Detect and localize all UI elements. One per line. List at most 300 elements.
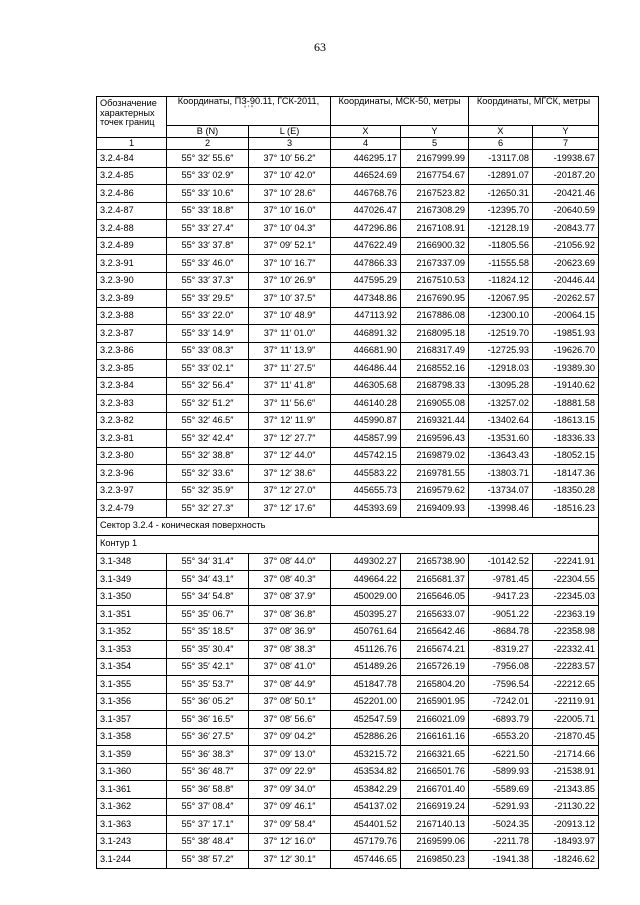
latitude-cell: 55° 35′ 53.7″ xyxy=(167,676,249,694)
table-row xyxy=(97,588,599,606)
msk-x-cell: 450395.27 xyxy=(331,606,401,624)
mgsk-x-cell: -8684.78 xyxy=(469,623,533,641)
column-number: 1 xyxy=(97,138,167,150)
table-row xyxy=(97,447,599,465)
contour-title: Контур 1 xyxy=(97,535,599,553)
mgsk-y-cell: -18246.62 xyxy=(533,851,599,869)
subheader-y-mgsk: Y xyxy=(533,126,599,138)
msk-y-cell: 2167999.99 xyxy=(401,150,469,168)
mgsk-x-cell: -9781.45 xyxy=(469,571,533,589)
point-id-cell: 3.1-358 xyxy=(97,728,167,746)
msk-y-cell: 2165804.20 xyxy=(401,676,469,694)
longitude-cell: 37° 08′ 38.3″ xyxy=(249,641,331,659)
msk-y-cell: 2168552.16 xyxy=(401,360,469,378)
latitude-cell: 55° 38′ 48.4″ xyxy=(167,833,249,851)
longitude-cell: 37° 08′ 37.9″ xyxy=(249,588,331,606)
mgsk-y-cell: -19851.93 xyxy=(533,325,599,343)
mgsk-x-cell: -7242.01 xyxy=(469,693,533,711)
msk-y-cell: 2166701.40 xyxy=(401,781,469,799)
msk-x-cell: 446140.28 xyxy=(331,395,401,413)
longitude-cell: 37° 09′ 13.0″ xyxy=(249,746,331,764)
table-row xyxy=(97,377,599,395)
table-row xyxy=(97,290,599,308)
mgsk-y-cell: -22241.91 xyxy=(533,553,599,571)
longitude-cell: 37° 09′ 22.9″ xyxy=(249,763,331,781)
point-id-cell: 3.1-363 xyxy=(97,816,167,834)
longitude-cell: 37° 10′ 56.2″ xyxy=(249,150,331,168)
latitude-cell: 55° 33′ 02.1″ xyxy=(167,360,249,378)
longitude-cell: 37° 11′ 01.0″ xyxy=(249,325,331,343)
mgsk-y-cell: -20623.69 xyxy=(533,255,599,273)
point-id-cell: 3.2.3-96 xyxy=(97,465,167,483)
table-row xyxy=(97,325,599,343)
msk-y-cell: 2165633.07 xyxy=(401,606,469,624)
latitude-cell: 55° 32′ 33.6″ xyxy=(167,465,249,483)
mgsk-y-cell: -21870.45 xyxy=(533,728,599,746)
longitude-cell: 37° 11′ 56.6″ xyxy=(249,395,331,413)
mgsk-x-cell: -6893.79 xyxy=(469,711,533,729)
mgsk-y-cell: -20187.20 xyxy=(533,167,599,185)
table-row xyxy=(97,571,599,589)
latitude-cell: 55° 35′ 42.1″ xyxy=(167,658,249,676)
point-id-cell: 3.1-361 xyxy=(97,781,167,799)
latitude-cell: 55° 33′ 22.0″ xyxy=(167,307,249,325)
longitude-cell: 37° 10′ 42.0″ xyxy=(249,167,331,185)
latitude-cell: 55° 33′ 14.9″ xyxy=(167,325,249,343)
mgsk-x-cell: -12067.95 xyxy=(469,290,533,308)
point-id-cell: 3.2.3-88 xyxy=(97,307,167,325)
point-id-cell: 3.1-352 xyxy=(97,623,167,641)
table-row xyxy=(97,798,599,816)
table-row xyxy=(97,220,599,238)
longitude-cell: 37° 12′ 11.9″ xyxy=(249,412,331,430)
point-id-cell: 3.1-357 xyxy=(97,711,167,729)
latitude-cell: 55° 32′ 27.3″ xyxy=(167,500,249,518)
point-id-cell: 3.1-351 xyxy=(97,606,167,624)
mgsk-y-cell: -22358.98 xyxy=(533,623,599,641)
longitude-cell: 37° 10′ 48.9″ xyxy=(249,307,331,325)
mgsk-x-cell: -5899.93 xyxy=(469,763,533,781)
latitude-cell: 55° 34′ 31.4″ xyxy=(167,553,249,571)
table-row xyxy=(97,623,599,641)
table-row xyxy=(97,781,599,799)
msk-y-cell: 2169879.02 xyxy=(401,447,469,465)
point-id-cell: 3.1-243 xyxy=(97,833,167,851)
longitude-cell: 37° 10′ 37.5″ xyxy=(249,290,331,308)
table-row xyxy=(97,465,599,483)
header-row xyxy=(97,97,599,126)
msk-y-cell: 2165901.95 xyxy=(401,693,469,711)
point-id-cell: 3.2.4-79 xyxy=(97,500,167,518)
mgsk-x-cell: -10142.52 xyxy=(469,553,533,571)
mgsk-y-cell: -21130.22 xyxy=(533,798,599,816)
column-number: 3 xyxy=(249,138,331,150)
mgsk-x-cell: -12650.31 xyxy=(469,185,533,203)
msk-x-cell: 451126.76 xyxy=(331,641,401,659)
latitude-cell: 55° 36′ 05.2″ xyxy=(167,693,249,711)
latitude-cell: 55° 38′ 57.2″ xyxy=(167,851,249,869)
latitude-cell: 55° 33′ 18.8″ xyxy=(167,202,249,220)
msk-x-cell: 445583.22 xyxy=(331,465,401,483)
longitude-cell: 37° 09′ 04.2″ xyxy=(249,728,331,746)
msk-y-cell: 2165674.21 xyxy=(401,641,469,659)
table-row xyxy=(97,833,599,851)
mgsk-x-cell: -9051.22 xyxy=(469,606,533,624)
point-id-cell: 3.2.4-89 xyxy=(97,237,167,255)
column-number: 4 xyxy=(331,138,401,150)
mgsk-y-cell: -19389.30 xyxy=(533,360,599,378)
latitude-cell: 55° 33′ 10.6″ xyxy=(167,185,249,203)
point-id-cell: 3.2.3-91 xyxy=(97,255,167,273)
msk-x-cell: 452201.00 xyxy=(331,693,401,711)
mgsk-y-cell: -18147.36 xyxy=(533,465,599,483)
msk-y-cell: 2169321.44 xyxy=(401,412,469,430)
msk-y-cell: 2169781.55 xyxy=(401,465,469,483)
msk-y-cell: 2169409.93 xyxy=(401,500,469,518)
longitude-cell: 37° 10′ 16.7″ xyxy=(249,255,331,273)
latitude-cell: 55° 33′ 29.5″ xyxy=(167,290,249,308)
table-body-a xyxy=(97,150,599,518)
msk-y-cell: 2166501.76 xyxy=(401,763,469,781)
table-row xyxy=(97,167,599,185)
msk-y-cell: 2165738.90 xyxy=(401,553,469,571)
mgsk-y-cell: -22345.03 xyxy=(533,588,599,606)
subheader-b: B (N) xyxy=(167,126,249,138)
longitude-cell: 37° 10′ 28.6″ xyxy=(249,185,331,203)
mgsk-x-cell: -12725.93 xyxy=(469,342,533,360)
mgsk-x-cell: -12519.70 xyxy=(469,325,533,343)
longitude-cell: 37° 12′ 38.6″ xyxy=(249,465,331,483)
mgsk-y-cell: -22304.55 xyxy=(533,571,599,589)
longitude-cell: 37° 09′ 46.1″ xyxy=(249,798,331,816)
longitude-cell: 37° 09′ 34.0″ xyxy=(249,781,331,799)
msk-x-cell: 445742.15 xyxy=(331,447,401,465)
latitude-cell: 55° 33′ 02.9″ xyxy=(167,167,249,185)
latitude-cell: 55° 33′ 46.0″ xyxy=(167,255,249,273)
longitude-cell: 37° 11′ 27.5″ xyxy=(249,360,331,378)
msk-x-cell: 445655.73 xyxy=(331,482,401,500)
msk-x-cell: 447296.86 xyxy=(331,220,401,238)
msk-x-cell: 453215.72 xyxy=(331,746,401,764)
header-msk50-group: Координаты, МСК-50, метры xyxy=(331,97,469,126)
msk-y-cell: 2167337.09 xyxy=(401,255,469,273)
mgsk-x-cell: -11555.58 xyxy=(469,255,533,273)
table-row xyxy=(97,272,599,290)
table-row xyxy=(97,746,599,764)
mgsk-x-cell: -11805.56 xyxy=(469,237,533,255)
longitude-cell: 37° 11′ 13.9″ xyxy=(249,342,331,360)
mgsk-x-cell: -5589.69 xyxy=(469,781,533,799)
table-row xyxy=(97,395,599,413)
msk-x-cell: 447866.33 xyxy=(331,255,401,273)
table-row xyxy=(97,763,599,781)
msk-x-cell: 454137.02 xyxy=(331,798,401,816)
longitude-cell: 37° 12′ 16.0″ xyxy=(249,833,331,851)
mgsk-x-cell: -13402.64 xyxy=(469,412,533,430)
msk-y-cell: 2165726.19 xyxy=(401,658,469,676)
mgsk-y-cell: -18052.15 xyxy=(533,447,599,465)
table-body-b xyxy=(97,553,599,868)
msk-y-cell: 2166161.16 xyxy=(401,728,469,746)
mgsk-y-cell: -20640.59 xyxy=(533,202,599,220)
mgsk-x-cell: -12128.19 xyxy=(469,220,533,238)
mgsk-y-cell: -18516.23 xyxy=(533,500,599,518)
mgsk-x-cell: -12300.10 xyxy=(469,307,533,325)
msk-y-cell: 2169596.43 xyxy=(401,430,469,448)
table-row xyxy=(97,553,599,571)
page-number: 63 xyxy=(314,40,326,54)
msk-x-cell: 451489.26 xyxy=(331,658,401,676)
mgsk-x-cell: -5024.35 xyxy=(469,816,533,834)
msk-x-cell: 446486.44 xyxy=(331,360,401,378)
table-row xyxy=(97,202,599,220)
msk-y-cell: 2166919.24 xyxy=(401,798,469,816)
latitude-cell: 55° 33′ 27.4″ xyxy=(167,220,249,238)
mgsk-x-cell: -8319.27 xyxy=(469,641,533,659)
mgsk-y-cell: -22332.41 xyxy=(533,641,599,659)
table-row xyxy=(97,150,599,168)
msk-y-cell: 2169579.62 xyxy=(401,482,469,500)
msk-x-cell: 450029.00 xyxy=(331,588,401,606)
header-point-designation: Обозначение характерных точек границ xyxy=(97,97,167,138)
msk-x-cell: 452547.59 xyxy=(331,711,401,729)
mgsk-y-cell: -18336.33 xyxy=(533,430,599,448)
latitude-cell: 55° 32′ 38.8″ xyxy=(167,447,249,465)
table-row xyxy=(97,641,599,659)
header-dms-unit: ° ′ ″ xyxy=(244,106,253,113)
msk-y-cell: 2169055.08 xyxy=(401,395,469,413)
mgsk-y-cell: -21538.91 xyxy=(533,763,599,781)
point-id-cell: 3.2.3-80 xyxy=(97,447,167,465)
msk-y-cell: 2166900.32 xyxy=(401,237,469,255)
msk-y-cell: 2166321.65 xyxy=(401,746,469,764)
longitude-cell: 37° 10′ 26.9″ xyxy=(249,272,331,290)
longitude-cell: 37° 12′ 17.6″ xyxy=(249,500,331,518)
mgsk-y-cell: -22283.57 xyxy=(533,658,599,676)
msk-x-cell: 447622.49 xyxy=(331,237,401,255)
mgsk-y-cell: -20421.46 xyxy=(533,185,599,203)
longitude-cell: 37° 09′ 58.4″ xyxy=(249,816,331,834)
mgsk-x-cell: -7956.08 xyxy=(469,658,533,676)
latitude-cell: 55° 33′ 37.3″ xyxy=(167,272,249,290)
longitude-cell: 37° 08′ 44.0″ xyxy=(249,553,331,571)
mgsk-x-cell: -13998.46 xyxy=(469,500,533,518)
msk-x-cell: 446524.69 xyxy=(331,167,401,185)
mgsk-x-cell: -13734.07 xyxy=(469,482,533,500)
latitude-cell: 55° 36′ 38.3″ xyxy=(167,746,249,764)
mgsk-y-cell: -22363.19 xyxy=(533,606,599,624)
point-id-cell: 3.2.4-88 xyxy=(97,220,167,238)
table-row xyxy=(97,658,599,676)
table-row xyxy=(97,307,599,325)
msk-x-cell: 446305.68 xyxy=(331,377,401,395)
section-block xyxy=(97,517,599,553)
mgsk-x-cell: -11824.12 xyxy=(469,272,533,290)
longitude-cell: 37° 08′ 56.6″ xyxy=(249,711,331,729)
mgsk-x-cell: -5291.93 xyxy=(469,798,533,816)
latitude-cell: 55° 32′ 56.4″ xyxy=(167,377,249,395)
msk-y-cell: 2167308.29 xyxy=(401,202,469,220)
longitude-cell: 37° 08′ 36.9″ xyxy=(249,623,331,641)
column-number: 6 xyxy=(469,138,533,150)
point-id-cell: 3.2.3-86 xyxy=(97,342,167,360)
msk-x-cell: 447026.47 xyxy=(331,202,401,220)
msk-y-cell: 2167886.08 xyxy=(401,307,469,325)
point-id-cell: 3.2.4-85 xyxy=(97,167,167,185)
point-id-cell: 3.2.3-85 xyxy=(97,360,167,378)
point-id-cell: 3.2.3-81 xyxy=(97,430,167,448)
coordinates-table xyxy=(96,96,599,869)
msk-y-cell: 2169850.23 xyxy=(401,851,469,869)
latitude-cell: 55° 36′ 58.8″ xyxy=(167,781,249,799)
msk-x-cell: 446891.32 xyxy=(331,325,401,343)
point-id-cell: 3.1-350 xyxy=(97,588,167,606)
msk-x-cell: 447348.86 xyxy=(331,290,401,308)
header-mgsk-group: Координаты, МГСК, метры xyxy=(469,97,599,126)
table-row xyxy=(97,237,599,255)
longitude-cell: 37° 11′ 41.8″ xyxy=(249,377,331,395)
latitude-cell: 55° 35′ 18.5″ xyxy=(167,623,249,641)
point-id-cell: 3.1-359 xyxy=(97,746,167,764)
point-id-cell: 3.2.4-84 xyxy=(97,150,167,168)
msk-y-cell: 2168095.18 xyxy=(401,325,469,343)
longitude-cell: 37° 08′ 44.9″ xyxy=(249,676,331,694)
point-id-cell: 3.1-355 xyxy=(97,676,167,694)
mgsk-y-cell: -18350.28 xyxy=(533,482,599,500)
point-id-cell: 3.2.3-84 xyxy=(97,377,167,395)
mgsk-x-cell: -6553.20 xyxy=(469,728,533,746)
table-row xyxy=(97,851,599,869)
longitude-cell: 37° 08′ 36.8″ xyxy=(249,606,331,624)
longitude-cell: 37° 10′ 04.3″ xyxy=(249,220,331,238)
mgsk-x-cell: -9417.23 xyxy=(469,588,533,606)
msk-y-cell: 2167523.82 xyxy=(401,185,469,203)
table-row xyxy=(97,412,599,430)
latitude-cell: 55° 35′ 06.7″ xyxy=(167,606,249,624)
mgsk-y-cell: -22119.91 xyxy=(533,693,599,711)
table-row xyxy=(97,430,599,448)
section-row xyxy=(97,517,599,535)
latitude-cell: 55° 32′ 55.6″ xyxy=(167,150,249,168)
point-id-cell: 3.2.3-83 xyxy=(97,395,167,413)
msk-x-cell: 446681.90 xyxy=(331,342,401,360)
msk-x-cell: 447113.92 xyxy=(331,307,401,325)
msk-y-cell: 2167140.13 xyxy=(401,816,469,834)
mgsk-y-cell: -22212.65 xyxy=(533,676,599,694)
mgsk-y-cell: -20262.57 xyxy=(533,290,599,308)
table-row xyxy=(97,728,599,746)
msk-y-cell: 2168317.49 xyxy=(401,342,469,360)
mgsk-y-cell: -21714.66 xyxy=(533,746,599,764)
mgsk-y-cell: -18613.15 xyxy=(533,412,599,430)
latitude-cell: 55° 34′ 43.1″ xyxy=(167,571,249,589)
table-row xyxy=(97,693,599,711)
mgsk-x-cell: -13257.02 xyxy=(469,395,533,413)
msk-y-cell: 2167510.53 xyxy=(401,272,469,290)
point-id-cell: 3.2.3-87 xyxy=(97,325,167,343)
mgsk-x-cell: -2211.78 xyxy=(469,833,533,851)
latitude-cell: 55° 34′ 54.8″ xyxy=(167,588,249,606)
msk-x-cell: 445857.99 xyxy=(331,430,401,448)
latitude-cell: 55° 35′ 30.4″ xyxy=(167,641,249,659)
latitude-cell: 55° 36′ 27.5″ xyxy=(167,728,249,746)
msk-y-cell: 2165681.37 xyxy=(401,571,469,589)
msk-x-cell: 451847.78 xyxy=(331,676,401,694)
subheader-l: L (E) xyxy=(249,126,331,138)
point-id-cell: 3.1-354 xyxy=(97,658,167,676)
mgsk-x-cell: -13095.28 xyxy=(469,377,533,395)
mgsk-y-cell: -20843.77 xyxy=(533,220,599,238)
mgsk-y-cell: -21056.92 xyxy=(533,237,599,255)
table-row xyxy=(97,255,599,273)
msk-x-cell: 449302.27 xyxy=(331,553,401,571)
mgsk-x-cell: -6221.50 xyxy=(469,746,533,764)
msk-x-cell: 453842.29 xyxy=(331,781,401,799)
msk-y-cell: 2168798.33 xyxy=(401,377,469,395)
msk-y-cell: 2169599.06 xyxy=(401,833,469,851)
msk-x-cell: 447595.29 xyxy=(331,272,401,290)
msk-x-cell: 445393.69 xyxy=(331,500,401,518)
latitude-cell: 55° 32′ 46.5″ xyxy=(167,412,249,430)
column-number: 5 xyxy=(401,138,469,150)
msk-x-cell: 454401.52 xyxy=(331,816,401,834)
msk-x-cell: 446768.76 xyxy=(331,185,401,203)
column-number-row xyxy=(97,138,599,150)
latitude-cell: 55° 33′ 08.3″ xyxy=(167,342,249,360)
msk-y-cell: 2166021.09 xyxy=(401,711,469,729)
subheader-x-mgsk: X xyxy=(469,126,533,138)
msk-y-cell: 2167690.95 xyxy=(401,290,469,308)
point-id-cell: 3.1-348 xyxy=(97,553,167,571)
msk-y-cell: 2165646.05 xyxy=(401,588,469,606)
table-row xyxy=(97,500,599,518)
mgsk-x-cell: -1941.38 xyxy=(469,851,533,869)
mgsk-y-cell: -20064.15 xyxy=(533,307,599,325)
latitude-cell: 55° 37′ 17.1″ xyxy=(167,816,249,834)
mgsk-y-cell: -22005.71 xyxy=(533,711,599,729)
mgsk-y-cell: -19626.70 xyxy=(533,342,599,360)
longitude-cell: 37° 10′ 16.0″ xyxy=(249,202,331,220)
longitude-cell: 37° 08′ 50.1″ xyxy=(249,693,331,711)
longitude-cell: 37° 12′ 27.0″ xyxy=(249,482,331,500)
point-id-cell: 3.2.4-87 xyxy=(97,202,167,220)
contour-row xyxy=(97,535,599,553)
mgsk-x-cell: -13531.60 xyxy=(469,430,533,448)
longitude-cell: 37° 08′ 40.3″ xyxy=(249,571,331,589)
msk-x-cell: 445990.87 xyxy=(331,412,401,430)
latitude-cell: 55° 32′ 42.4″ xyxy=(167,430,249,448)
point-id-cell: 3.1-360 xyxy=(97,763,167,781)
latitude-cell: 55° 33′ 37.8″ xyxy=(167,237,249,255)
mgsk-x-cell: -7596.54 xyxy=(469,676,533,694)
mgsk-x-cell: -12918.03 xyxy=(469,360,533,378)
mgsk-x-cell: -13643.43 xyxy=(469,447,533,465)
mgsk-x-cell: -12395.70 xyxy=(469,202,533,220)
msk-y-cell: 2167754.67 xyxy=(401,167,469,185)
table-row xyxy=(97,342,599,360)
mgsk-y-cell: -19140.62 xyxy=(533,377,599,395)
column-number: 7 xyxy=(533,138,599,150)
table-row xyxy=(97,185,599,203)
longitude-cell: 37° 12′ 27.7″ xyxy=(249,430,331,448)
msk-x-cell: 457446.65 xyxy=(331,851,401,869)
latitude-cell: 55° 36′ 48.7″ xyxy=(167,763,249,781)
msk-x-cell: 446295.17 xyxy=(331,150,401,168)
subheader-x-msk: X xyxy=(331,126,401,138)
point-id-cell: 3.1-362 xyxy=(97,798,167,816)
longitude-cell: 37° 12′ 30.1″ xyxy=(249,851,331,869)
mgsk-x-cell: -13803.71 xyxy=(469,465,533,483)
